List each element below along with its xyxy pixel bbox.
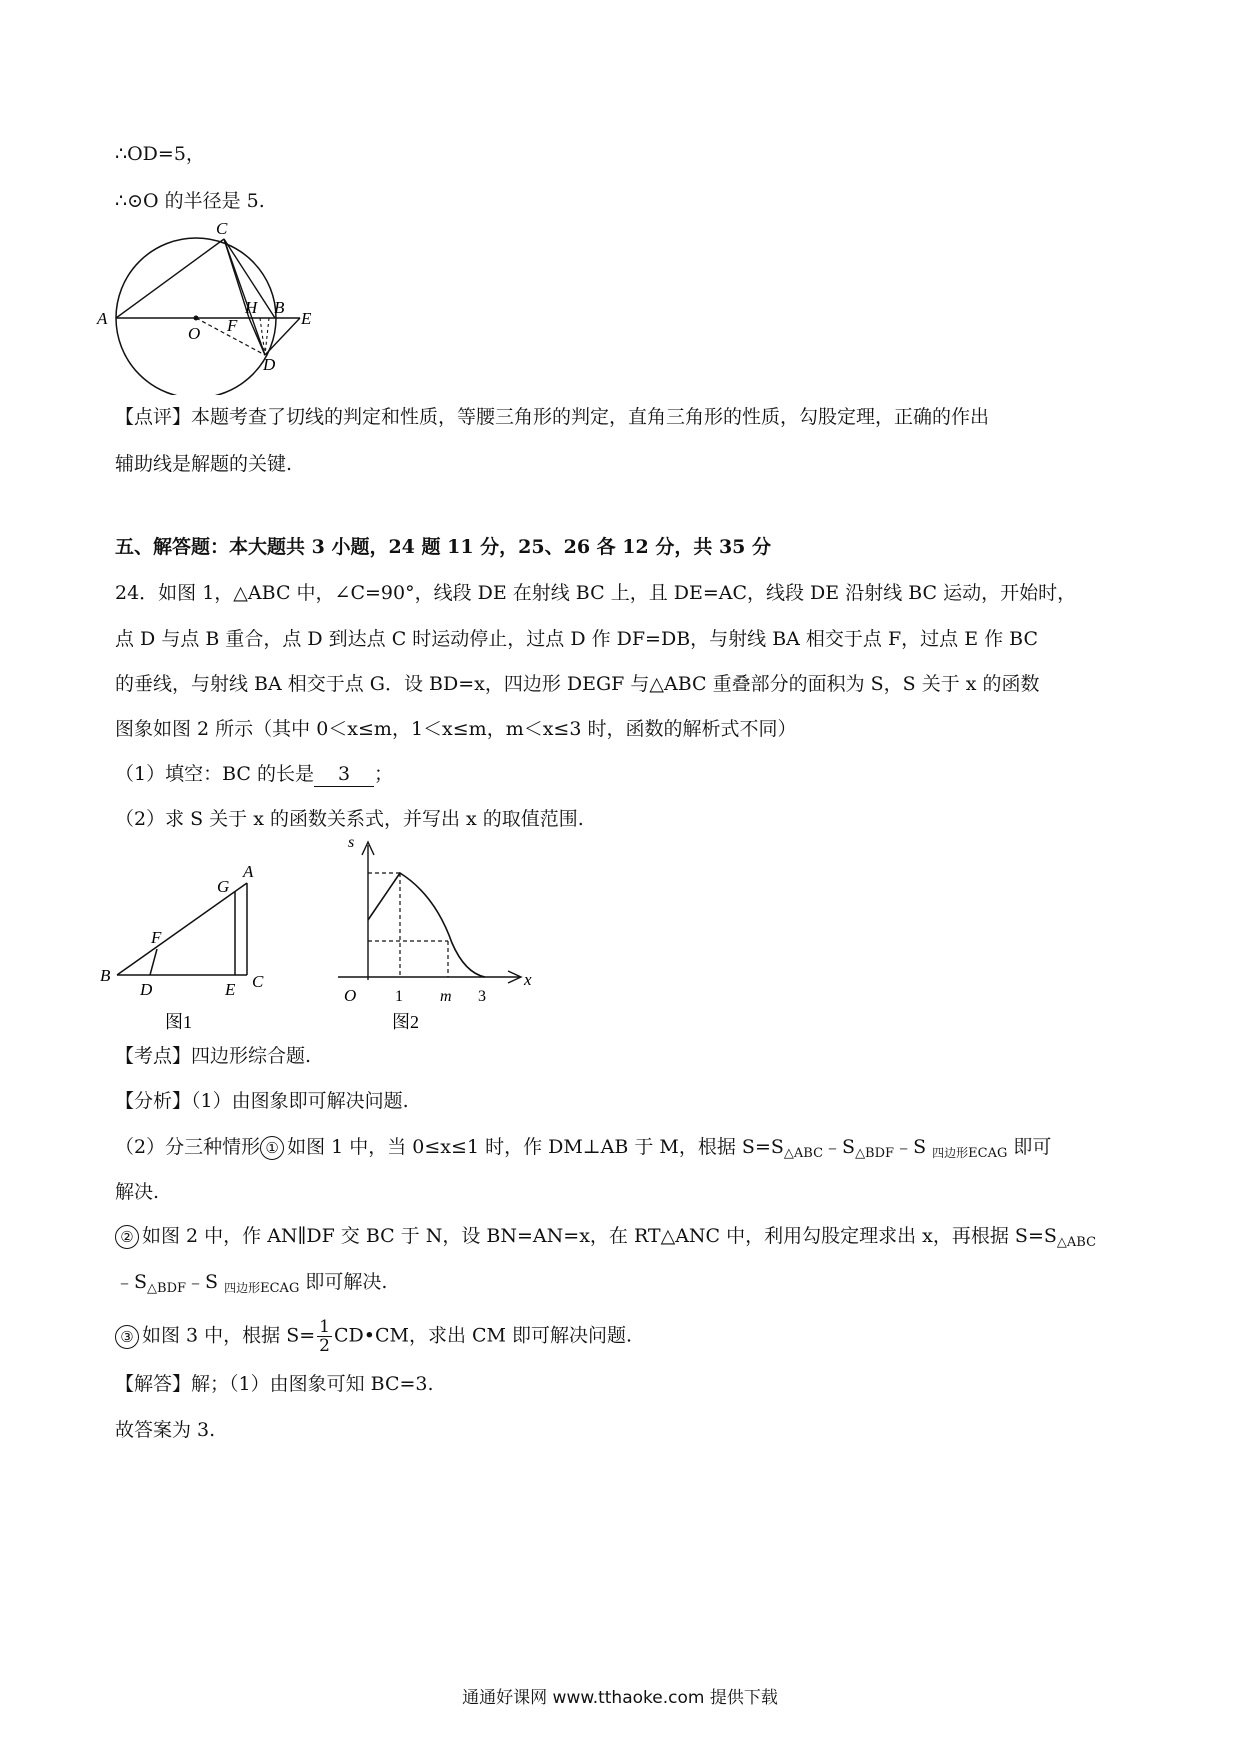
label-f: F bbox=[151, 928, 162, 947]
fenxi-line-6-prefix: 如图 3 中，根据 S= bbox=[142, 1324, 316, 1347]
fraction-denominator: 2 bbox=[319, 1336, 330, 1356]
circled-number-1: ① bbox=[260, 1136, 284, 1160]
label-g: G bbox=[217, 877, 230, 896]
comment-line-2: 辅助线是解题的关键. bbox=[115, 453, 293, 475]
label-f: F bbox=[227, 316, 238, 335]
label-e: E bbox=[225, 980, 236, 999]
figure-circle-geometry bbox=[95, 215, 335, 395]
label-s: s bbox=[348, 834, 355, 851]
text-radius: ∴⊙O 的半径是 5. bbox=[115, 190, 265, 212]
subscript-ecag-2: ECAG bbox=[260, 1281, 300, 1296]
circled-number-3: ③ bbox=[115, 1325, 139, 1349]
label-d: D bbox=[140, 980, 153, 999]
segment-ba bbox=[117, 883, 247, 975]
q24-line-2: 点 D 与点 B 重合，点 D 到达点 C 时运动停止，过点 D 作 DF=DB，与射线 BA 相交于点 F，过点 E 作 BC bbox=[115, 628, 1038, 650]
fenxi-line-1: 【分析】（1）由图象即可解决问题. bbox=[115, 1090, 409, 1112]
label-e: E bbox=[301, 309, 312, 328]
label-c: C bbox=[216, 219, 228, 238]
tick-label-1: 1 bbox=[395, 988, 403, 1005]
figure-2-graph bbox=[320, 825, 600, 1050]
label-o: O bbox=[188, 324, 201, 343]
label-origin: O bbox=[344, 986, 357, 1005]
fraction-numerator: 1 bbox=[319, 1317, 330, 1337]
subscript-abc: △ABC bbox=[783, 1146, 824, 1161]
minus-s-1: ﹣S bbox=[823, 1136, 856, 1158]
figure-1-triangle bbox=[95, 855, 295, 1045]
subscript-quad-cn-2: 四边形 bbox=[224, 1281, 261, 1295]
comment-line-1: 【点评】本题考查了切线的判定和性质，等腰三角形的判定，直角三角形的性质，勾股定理，正确的作出 bbox=[115, 406, 990, 428]
jieda-line-2: 故答案为 3. bbox=[115, 1419, 216, 1441]
segment-cd bbox=[224, 239, 265, 355]
q24-line-4: 图象如图 2 所示（其中 0＜x≤m，1＜x≤m，m＜x≤3 时，函数的解析式不同） bbox=[115, 718, 797, 740]
q24-part-1 bbox=[115, 760, 393, 788]
minus-s-4: ﹣S bbox=[186, 1271, 219, 1293]
label-x: x bbox=[524, 970, 532, 989]
subscript-ecag: ECAG bbox=[968, 1146, 1008, 1161]
subscript-abc-2: △ABC bbox=[1056, 1235, 1097, 1250]
subscript-bdf: △BDF bbox=[855, 1146, 895, 1161]
section-heading: 五、解答题：本大题共 3 小题，24 题 11 分，25、26 各 12 分，共 35 分 bbox=[115, 536, 772, 558]
footer-credit: 通通好课网 www.tthaoke.com 提供下载 bbox=[462, 1688, 778, 1708]
fenxi-line-6-suffix: CD•CM，求出 CM 即可解决问题. bbox=[333, 1324, 633, 1347]
minus-s-2: ﹣S bbox=[894, 1136, 927, 1158]
label-a: A bbox=[243, 862, 254, 881]
label-h: H bbox=[245, 298, 258, 317]
fenxi-line-2 bbox=[115, 1133, 1051, 1164]
function-curve bbox=[368, 873, 485, 977]
segment-hb-dashed-2 bbox=[265, 318, 269, 355]
label-d: D bbox=[263, 355, 276, 374]
segment-ac bbox=[116, 239, 224, 318]
caption-fig2: 图2 bbox=[392, 1012, 419, 1032]
fenxi-line-2-prefix: （2）分三种情形 bbox=[115, 1136, 261, 1158]
fraction-one-half bbox=[317, 1318, 332, 1355]
jieda-line-1: 【解答】解；（1）由图象可知 BC=3. bbox=[115, 1373, 434, 1395]
tick-label-3: 3 bbox=[478, 988, 486, 1005]
fenxi-line-4-text: 如图 2 中，作 AN∥DF 交 BC 于 N，设 BN=AN=x，在 RT△ANC 中，利用勾股定理求出 x，再根据 S=S bbox=[142, 1225, 1057, 1247]
label-c: C bbox=[252, 972, 264, 991]
subscript-quad-cn: 四边形 bbox=[932, 1146, 969, 1160]
q24-line-3: 的垂线，与射线 BA 相交于点 G．设 BD=x，四边形 DEGF 与△ABC 重叠部分的面积为 S，S 关于 x 的函数 bbox=[115, 673, 1040, 695]
fenxi-line-3: 解决. bbox=[115, 1181, 160, 1203]
tick-label-m: m bbox=[440, 988, 452, 1005]
fenxi-line-4 bbox=[115, 1222, 1096, 1253]
q24-line-1: 24．如图 1，△ABC 中，∠C=90°，线段 DE 在射线 BC 上，且 DE=AC，线段 DE 沿射线 BC 运动，开始时， bbox=[115, 582, 1077, 604]
fenxi-line-2-text: 如图 1 中，当 0≤x≤1 时，作 DM⊥AB 于 M，根据 S=S bbox=[287, 1136, 784, 1158]
point-o bbox=[194, 316, 199, 321]
subscript-bdf-2: △BDF bbox=[147, 1281, 187, 1296]
segment-df bbox=[150, 949, 157, 975]
text-od: ∴OD=5， bbox=[115, 143, 205, 165]
part1-answer-blank: 3 bbox=[314, 762, 374, 787]
fenxi-line-5-suffix: 即可解决. bbox=[305, 1271, 388, 1293]
label-b: B bbox=[100, 966, 111, 985]
fenxi-line-2-suffix: 即可 bbox=[1013, 1136, 1052, 1158]
q24-part-2: （2）求 S 关于 x 的函数关系式，并写出 x 的取值范围. bbox=[115, 808, 584, 830]
minus-s-3: ﹣S bbox=[115, 1271, 148, 1293]
caption-fig1: 图1 bbox=[165, 1012, 192, 1032]
label-a: A bbox=[97, 309, 108, 328]
label-b: B bbox=[274, 298, 285, 317]
part1-prefix: （1）填空：BC 的长是 bbox=[115, 763, 314, 785]
part1-suffix: ； bbox=[373, 763, 393, 785]
segment-de bbox=[265, 318, 300, 355]
fenxi-line-6 bbox=[115, 1318, 632, 1355]
circled-number-2: ② bbox=[115, 1225, 139, 1249]
kaodian-line: 【考点】四边形综合题. bbox=[115, 1045, 312, 1067]
fenxi-line-5 bbox=[115, 1268, 387, 1299]
